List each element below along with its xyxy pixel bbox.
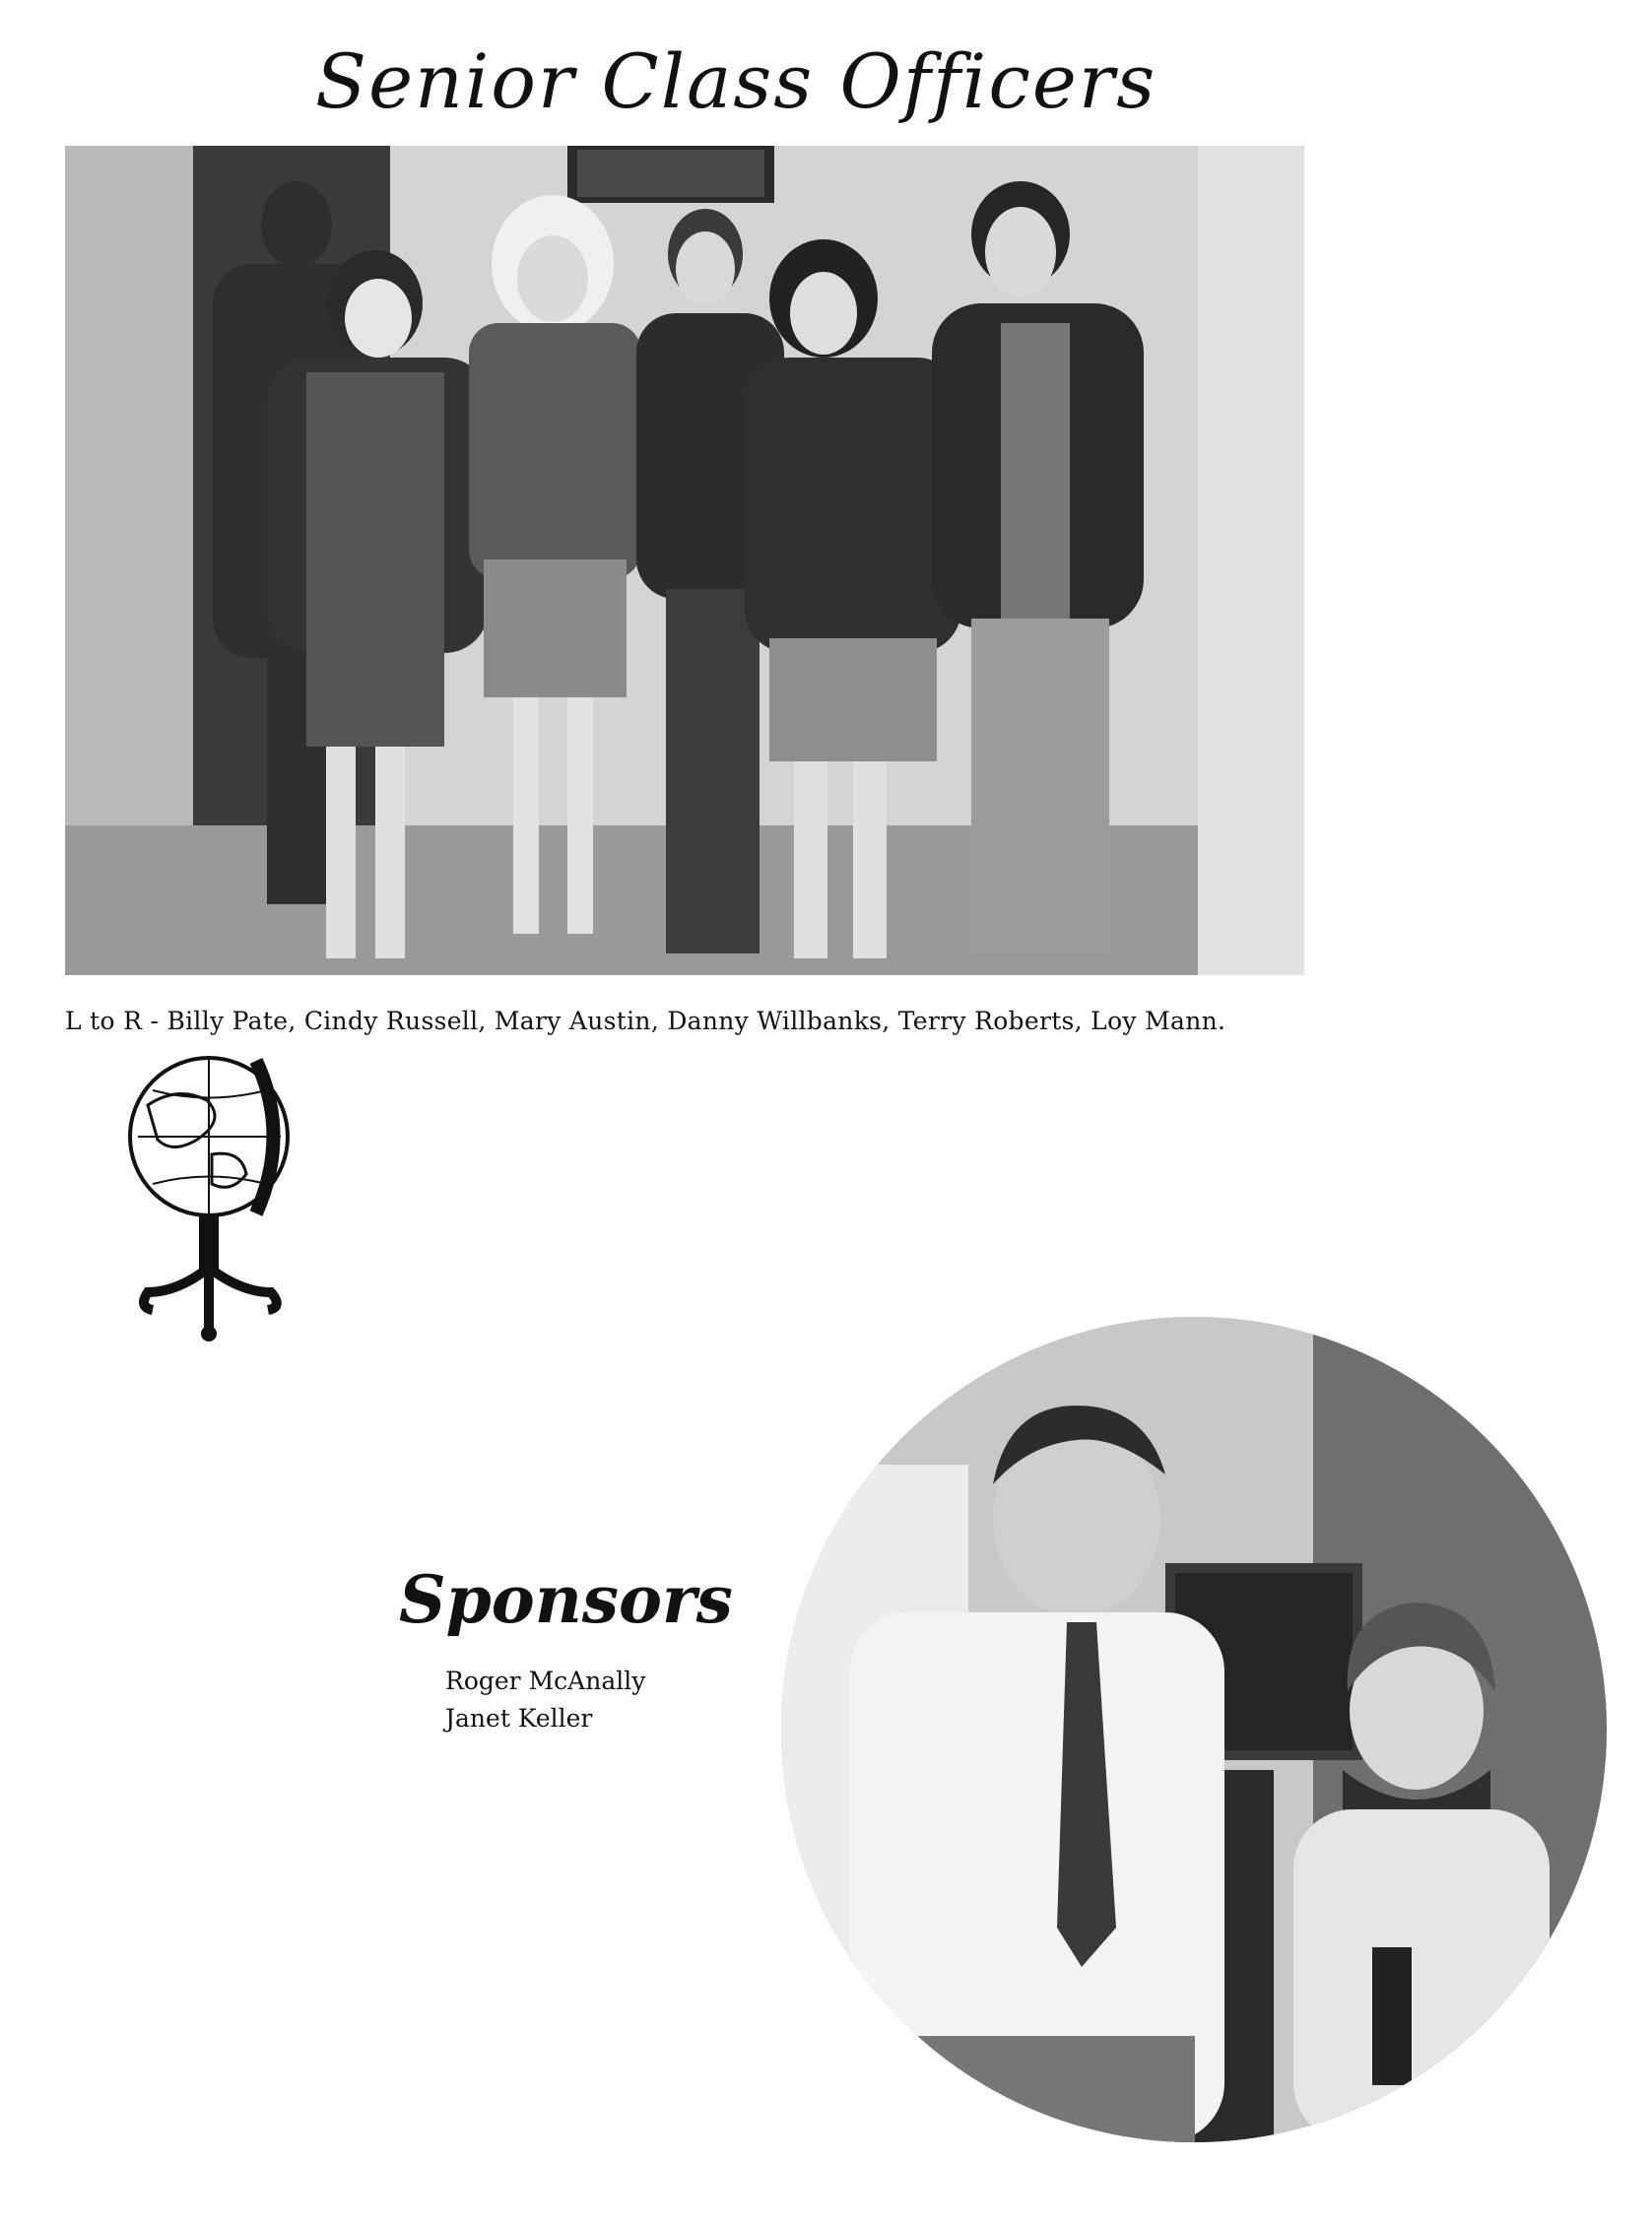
globe-illustration xyxy=(118,1046,305,1351)
page-title: Senior Class Officers xyxy=(315,37,1157,125)
sponsor-name-2: Janet Keller xyxy=(445,1704,593,1733)
sponsors-heading: Sponsors xyxy=(399,1561,733,1638)
sponsor-name-1: Roger McAnally xyxy=(445,1667,646,1695)
photo-caption: L to R - Billy Pate, Cindy Russell, Mary Austin, Danny Willbanks, Terry Roberts, Loy Mann. xyxy=(65,1007,1226,1035)
sponsors-photo xyxy=(781,1317,1607,2142)
class-officers-photo xyxy=(65,146,1304,975)
